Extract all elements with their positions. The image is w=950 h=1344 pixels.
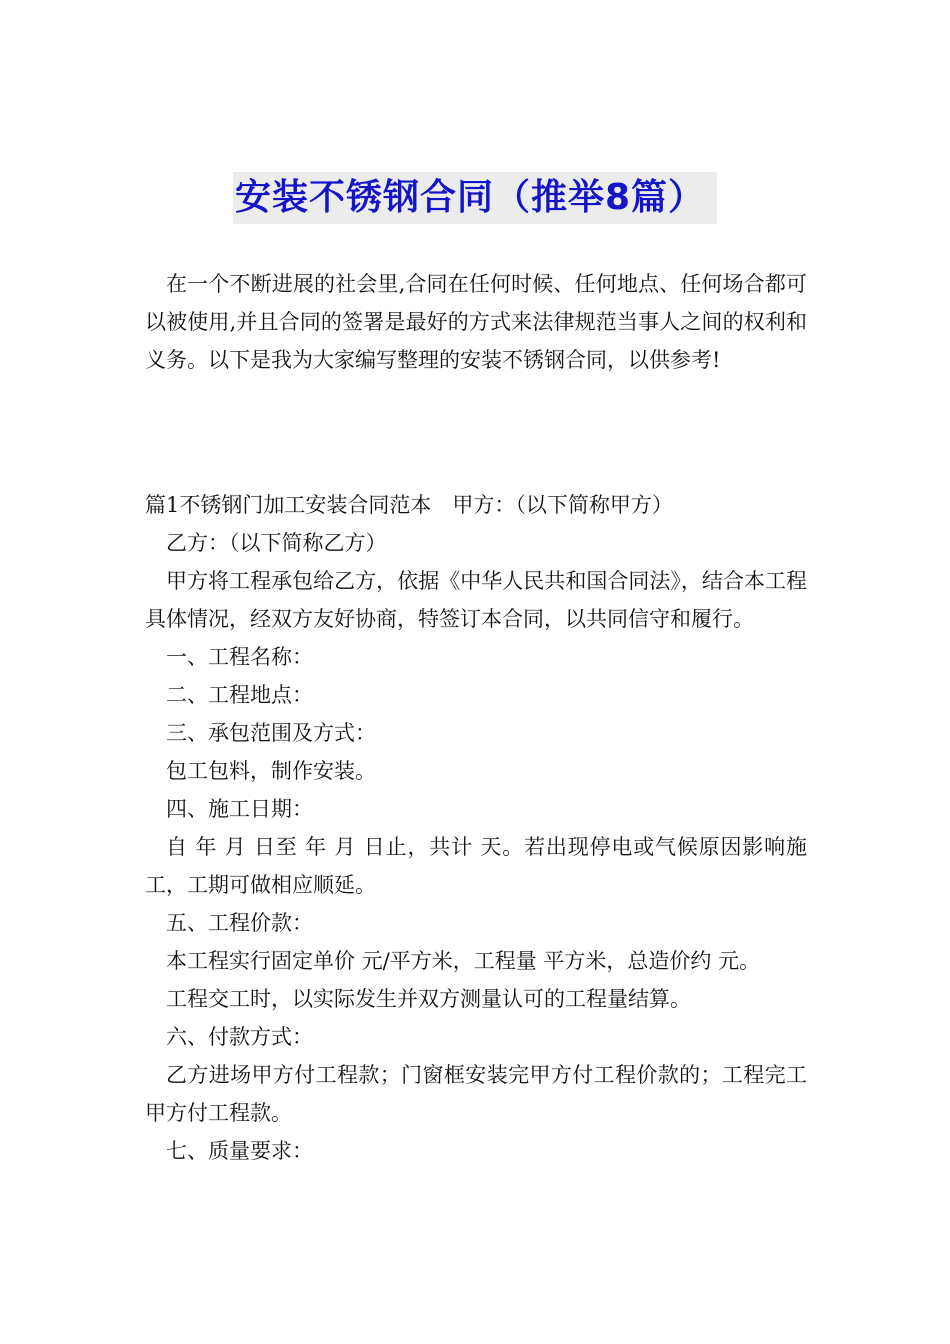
intro-paragraph: 在一个不断进展的社会里,合同在任何时候、任何地点、任何场合都可以被使用,并且合同的签署是最好的方式来法律规范当事人之间的权利和义务。以下是我为大家编写整理的安装不锈钢合同，以供参考! <box>145 272 807 372</box>
document-title: 安装不锈钢合同（推举8篇） <box>233 172 717 224</box>
contract-preamble: 甲方将工程承包给乙方，依据《中华人民共和国合同法》，结合本工程具体情况，经双方友好协商，特签订本合同，以共同信守和履行。 <box>145 569 807 631</box>
contract-body <box>145 486 807 1170</box>
clause-text: 乙方进场甲方付工程款；门窗框安装完甲方付工程价款的；工程完工甲方付工程款。 <box>145 1063 807 1125</box>
clause-text: 本工程实行固定单价 元/平方米，工程量 平方米，总造价约 元。 <box>166 949 761 973</box>
clause-heading: 四、施工日期： <box>166 797 313 821</box>
contract-heading: 篇1不锈钢门加工安装合同范本 甲方：（以下简称甲方） <box>145 493 673 517</box>
clause-heading: 三、承包范围及方式： <box>166 721 376 745</box>
intro-section <box>145 265 807 379</box>
clause-heading: 七、质量要求： <box>166 1139 313 1163</box>
clause-text: 包工包料，制作安装。 <box>166 759 376 783</box>
title-wrapper <box>0 172 950 224</box>
clause-heading: 六、付款方式： <box>166 1025 313 1049</box>
clause-text: 工程交工时，以实际发生并双方测量认可的工程量结算。 <box>166 987 691 1011</box>
clause-text: 自 年 月 日至 年 月 日止，共计 天。若出现停电或气候原因影响施工，工期可做相应顺延。 <box>145 835 807 897</box>
clause-heading: 二、工程地点： <box>166 683 313 707</box>
party-b-line: 乙方：（以下简称乙方） <box>166 531 387 555</box>
clause-heading: 五、工程价款： <box>166 911 313 935</box>
clause-heading: 一、工程名称： <box>166 645 313 669</box>
